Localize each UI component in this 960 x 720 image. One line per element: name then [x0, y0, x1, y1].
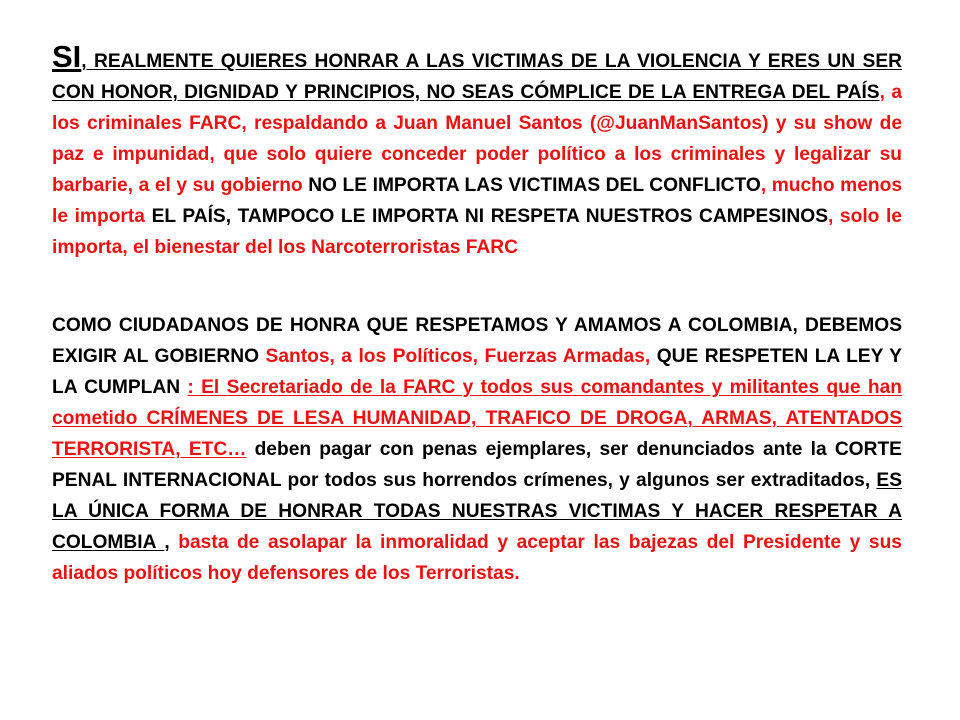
text-segment: , a los criminales FARC, respaldando a Juan Manuel Santos (@JuanManSantos) y su show de paz e impunidad, que solo quiere conceder poder político a los criminales y legalizar su barbarie, a el y su gobierno [52, 82, 902, 196]
text-segment: ES LA ÚNICA FORMA DE HONRAR TODAS NUESTRAS VICTIMAS Y HACER RESPETAR A COLOMBIA [52, 470, 902, 553]
text-segment: , REALMENTE QUIERES HONRAR A LAS VICTIMAS DE LA VIOLENCIA Y ERES UN SER CON HONOR, DIGNIDAD Y PRINCIPIOS, NO SEAS CÓMPLICE DE LA ENTREGA DEL PAÍS [52, 51, 902, 103]
text-segment: : El Secretariado de la FARC y todos sus comandantes y militantes que han cometido CRÍMENES DE LESA HUMANIDAD, TRAFICO DE DROGA, ARMAS, ATENTADOS TERRORISTA, ETC… [52, 377, 902, 460]
text-segment: , mucho menos le importa [52, 175, 903, 227]
text-segment: basta de asolapar la inmoralidad y aceptar las bajezas del Presidente y sus aliados políticos hoy defensores de los Terroristas. [52, 532, 902, 584]
text-segment: deben pagar con penas ejemplares, ser denunciados ante la CORTE PENAL INTERNACIONAL por todos sus horrendos crímenes, y algunos ser extraditados, [52, 439, 902, 491]
si-heading-word: SI [52, 39, 82, 74]
text-segment: EL PAÍS, TAMPOCO LE IMPORTA NI RESPETA NUESTROS CAMPESINOS [151, 206, 828, 227]
paragraph-honrar-victimas [52, 41, 902, 263]
paragraph-ciudadanos-de-honra [52, 310, 902, 589]
text-segment: Santos, a los Políticos, Fuerzas Armadas, [265, 346, 657, 367]
text-segment: COMO CIUDADANOS DE HONRA QUE RESPETAMOS Y AMAMOS A COLOMBIA, DEBEMOS EXIGIR AL GOBIERNO [52, 315, 902, 367]
text-segment: , [164, 532, 179, 553]
text-segment: NO LE IMPORTA LAS VICTIMAS DEL CONFLICTO [308, 175, 761, 196]
text-segment: , solo le importa, el bienestar del los Narcoterroristas FARC [52, 206, 902, 258]
text-segment: QUE RESPETEN LA LEY Y LA CUMPLAN [52, 346, 902, 398]
